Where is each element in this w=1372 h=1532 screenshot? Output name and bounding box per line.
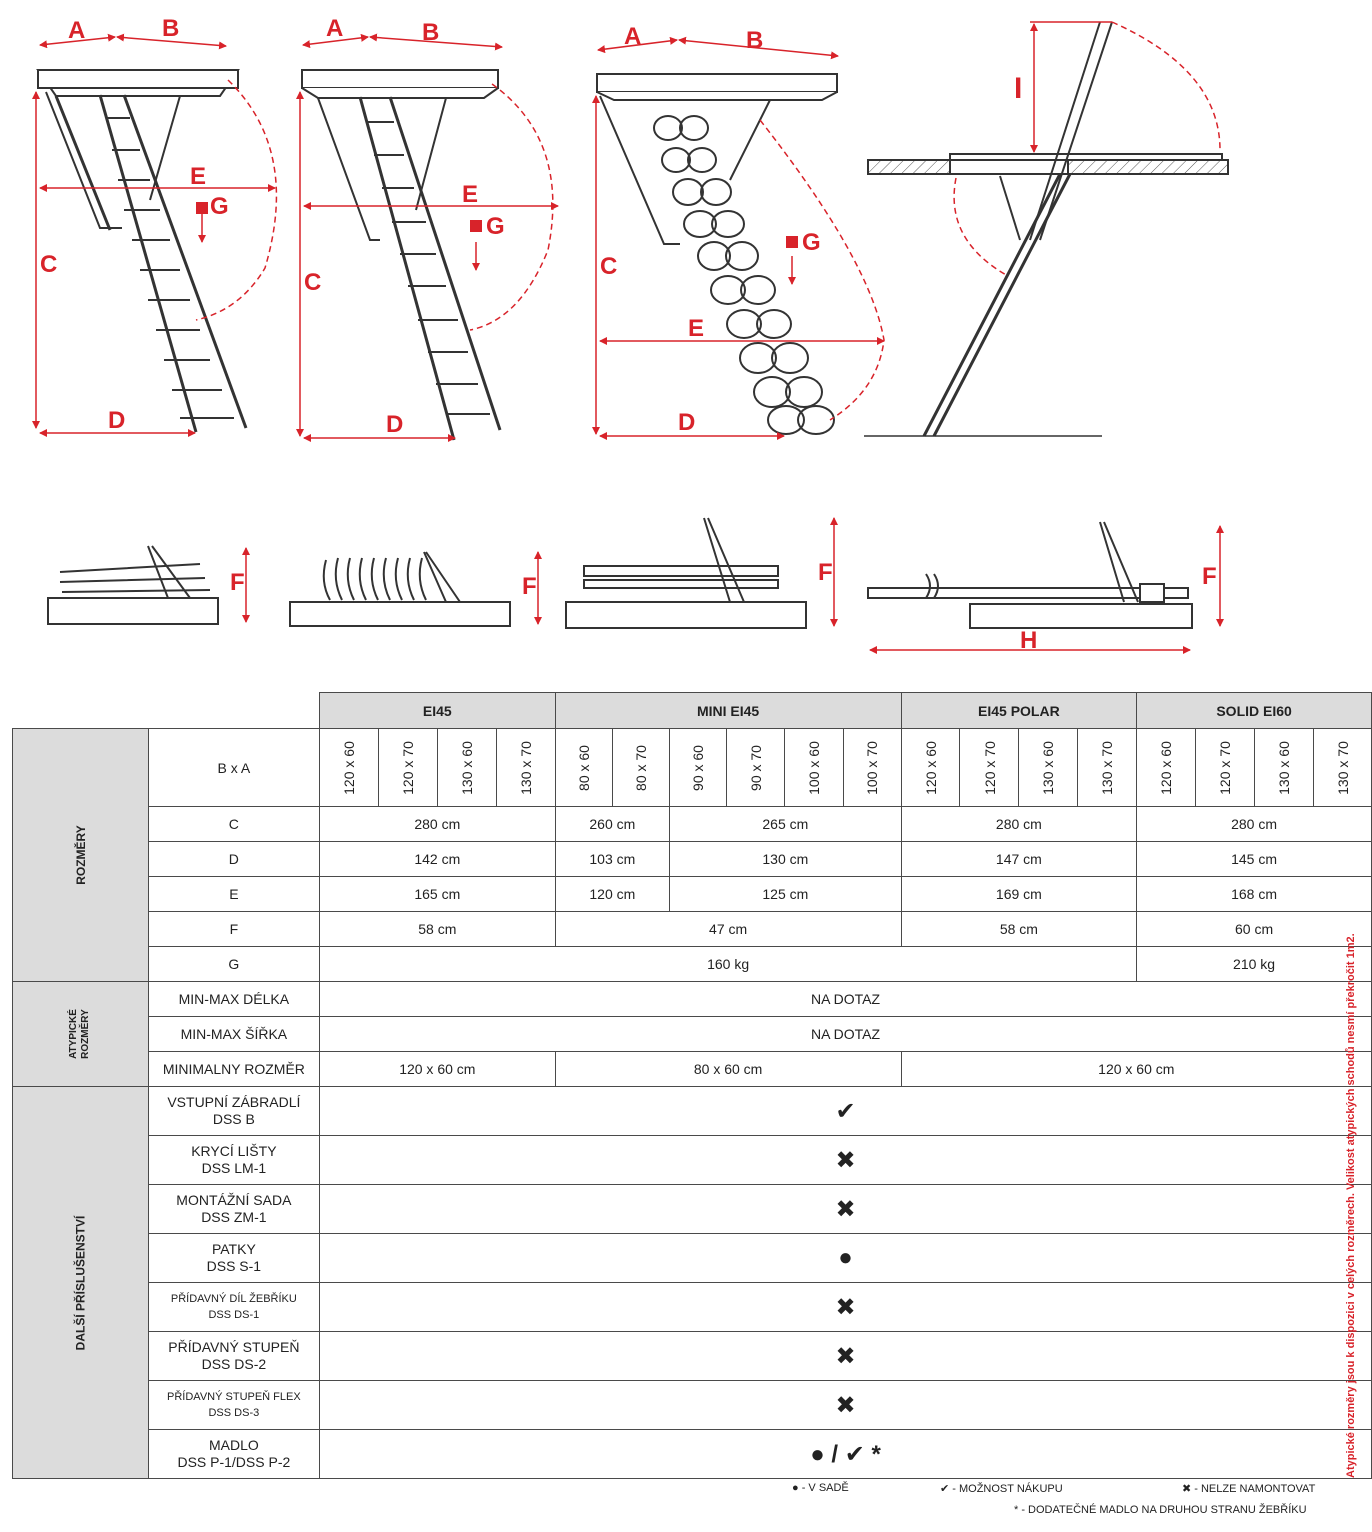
dim-label-a: A	[326, 15, 344, 42]
folded-ei45	[48, 546, 218, 624]
dim-label-f: F	[230, 569, 245, 596]
dim-label-d: D	[108, 407, 126, 434]
row-label-e: E	[148, 877, 319, 912]
row-label-minimal-size: MINIMALNY ROZMĚR	[148, 1052, 319, 1087]
legend-included: ● - V SADĚ	[792, 1482, 849, 1494]
dot-icon: ●	[320, 1234, 1372, 1283]
cell-e-mini-b: 125 cm	[670, 877, 901, 912]
size-cell: 130 x 60	[437, 729, 496, 807]
cell-d-polar: 147 cm	[901, 842, 1137, 877]
cell-d-mini-b: 130 cm	[670, 842, 901, 877]
size-cell: 80 x 60	[555, 729, 612, 807]
dim-label-b: B	[746, 27, 764, 54]
size-cell: 90 x 70	[727, 729, 784, 807]
cell-e-polar: 169 cm	[901, 877, 1137, 912]
row-label-g: G	[148, 947, 319, 982]
cross-icon: ✖	[320, 1283, 1372, 1332]
cell-c-solid: 280 cm	[1137, 807, 1372, 842]
dim-label-c: C	[600, 253, 618, 280]
cell-c-ei45: 280 cm	[320, 807, 556, 842]
cell-min-max-length: NA DOTAZ	[320, 982, 1372, 1017]
cell-minimal-rest: 120 x 60 cm	[901, 1052, 1371, 1087]
cross-icon: ✖	[320, 1185, 1372, 1234]
size-cell: 130 x 70	[1078, 729, 1137, 807]
accessory-label: PŘÍDAVNÝ STUPEŇ FLEX DSS DS-3	[148, 1381, 319, 1430]
size-cell: 130 x 60	[1019, 729, 1078, 807]
model-ei45-polar: EI45 POLAR	[901, 693, 1137, 729]
size-cell: 100 x 70	[843, 729, 901, 807]
cell-c-mini-a: 260 cm	[555, 807, 670, 842]
dim-label-f: F	[818, 559, 833, 586]
cell-e-solid: 168 cm	[1137, 877, 1372, 912]
cell-g-main: 160 kg	[320, 947, 1137, 982]
dim-label-e: E	[190, 163, 207, 190]
folded-mini-ei45	[290, 552, 510, 626]
weight-icon	[196, 202, 208, 214]
check-icon: ✔	[320, 1087, 1372, 1136]
cell-c-polar: 280 cm	[901, 807, 1137, 842]
model-ei45: EI45	[320, 693, 556, 729]
dim-label-a: A	[624, 23, 642, 50]
size-cell: 80 x 70	[612, 729, 669, 807]
folded-ei45-polar	[566, 518, 806, 628]
dim-label-c: C	[40, 251, 58, 278]
dim-label-f: F	[1202, 563, 1217, 590]
size-cell: 100 x 60	[784, 729, 843, 807]
cell-minimal-ei45: 120 x 60 cm	[320, 1052, 556, 1087]
dim-label-i: I	[1014, 72, 1023, 105]
cell-f-mini: 47 cm	[555, 912, 901, 947]
dim-label-c: C	[304, 269, 322, 296]
cross-icon: ✖	[320, 1136, 1372, 1185]
dot-check-icon: ● / ✔ *	[320, 1430, 1372, 1479]
cell-e-mini-a: 120 cm	[555, 877, 670, 912]
cell-e-ei45: 165 cm	[320, 877, 556, 912]
cell-d-solid: 145 cm	[1137, 842, 1372, 877]
size-cell: 120 x 60	[901, 729, 960, 807]
row-label-min-max-length: MIN-MAX DÉLKA	[148, 982, 319, 1017]
legend-not-mountable: ✖ - NELZE NAMONTOVAT	[1182, 1483, 1316, 1495]
cross-icon: ✖	[320, 1381, 1372, 1430]
size-cell: 130 x 70	[1313, 729, 1371, 807]
size-cell: 120 x 70	[960, 729, 1019, 807]
cell-g-solid: 210 kg	[1137, 947, 1372, 982]
size-cell: 120 x 70	[1196, 729, 1255, 807]
row-label-c: C	[148, 807, 319, 842]
drawing-ei45	[38, 70, 246, 432]
size-cell: 120 x 70	[378, 729, 437, 807]
accessory-label: PATKY DSS S-1	[148, 1234, 319, 1283]
accessory-label: VSTUPNÍ ZÁBRADLÍ DSS B	[148, 1087, 319, 1136]
accessory-label: PŘÍDAVNÝ DÍL ŽEBŘÍKU DSS DS-1	[148, 1283, 319, 1332]
row-label-d: D	[148, 842, 319, 877]
dim-label-b: B	[162, 15, 180, 42]
dim-label-e: E	[462, 181, 479, 208]
spec-table	[12, 692, 1372, 1479]
dim-label-a: A	[68, 17, 86, 44]
cell-f-polar: 58 cm	[901, 912, 1137, 947]
size-cell: 120 x 60	[1137, 729, 1196, 807]
dim-label-b: B	[422, 19, 440, 46]
size-cell: 130 x 70	[496, 729, 555, 807]
technical-drawings	[0, 0, 1372, 680]
row-label-min-max-width: MIN-MAX ŠÍŘKA	[148, 1017, 319, 1052]
dim-label-h: H	[1020, 627, 1038, 654]
dim-label-e: E	[688, 315, 705, 342]
section-atypical: ATYPICKÉ ROZMĚRY	[13, 982, 149, 1087]
model-mini-ei45: MINI EI45	[555, 693, 901, 729]
size-cell: 90 x 60	[670, 729, 727, 807]
drawing-mini-ei45	[302, 70, 500, 440]
accessory-label: PŘÍDAVNÝ STUPEŇ DSS DS-2	[148, 1332, 319, 1381]
side-note: Atypické rozměry jsou k dispozici v celých rozměrech. Velikost atypických schodů nesmí překročit 1m2.	[1345, 933, 1357, 1478]
section-dimensions: ROZMĚRY	[13, 729, 149, 982]
cell-minimal-mini: 80 x 60 cm	[555, 1052, 901, 1087]
legend-footnote: * - DODATEČNÉ MADLO NA DRUHOU STRANU ŽEBŘÍKU	[1014, 1504, 1307, 1516]
cell-f-ei45: 58 cm	[320, 912, 556, 947]
size-cell: 130 x 60	[1254, 729, 1313, 807]
size-label: B x A	[148, 729, 319, 807]
drawing-ei45-polar	[597, 74, 837, 434]
dim-label-f: F	[522, 573, 537, 600]
dim-label-g: G	[210, 193, 229, 220]
accessory-label: MADLO DSS P-1/DSS P-2	[148, 1430, 319, 1479]
cell-f-solid: 60 cm	[1137, 912, 1372, 947]
dim-label-d: D	[386, 411, 404, 438]
accessory-label: MONTÁŽNÍ SADA DSS ZM-1	[148, 1185, 319, 1234]
row-label-f: F	[148, 912, 319, 947]
weight-icon	[786, 236, 798, 248]
dim-label-g: G	[486, 213, 505, 240]
cell-min-max-width: NA DOTAZ	[320, 1017, 1372, 1052]
cell-c-mini-b: 265 cm	[670, 807, 901, 842]
section-accessories: DALŠÍ PŘÍSLUŠENSTVÍ	[13, 1087, 149, 1479]
size-cell: 120 x 60	[320, 729, 379, 807]
dim-label-g: G	[802, 229, 821, 256]
dimension-letters	[40, 15, 1217, 654]
folded-solid-ei60	[868, 522, 1192, 628]
drawing-solid-ei60	[864, 22, 1228, 436]
dim-label-d: D	[678, 409, 696, 436]
cell-d-ei45: 142 cm	[320, 842, 556, 877]
model-solid-ei60: SOLID EI60	[1137, 693, 1372, 729]
legend-purchase: ✔ - MOŽNOST NÁKUPU	[940, 1483, 1063, 1495]
cell-d-mini-a: 103 cm	[555, 842, 670, 877]
weight-icon	[470, 220, 482, 232]
accessory-label: KRYCÍ LIŠTY DSS LM-1	[148, 1136, 319, 1185]
cross-icon: ✖	[320, 1332, 1372, 1381]
